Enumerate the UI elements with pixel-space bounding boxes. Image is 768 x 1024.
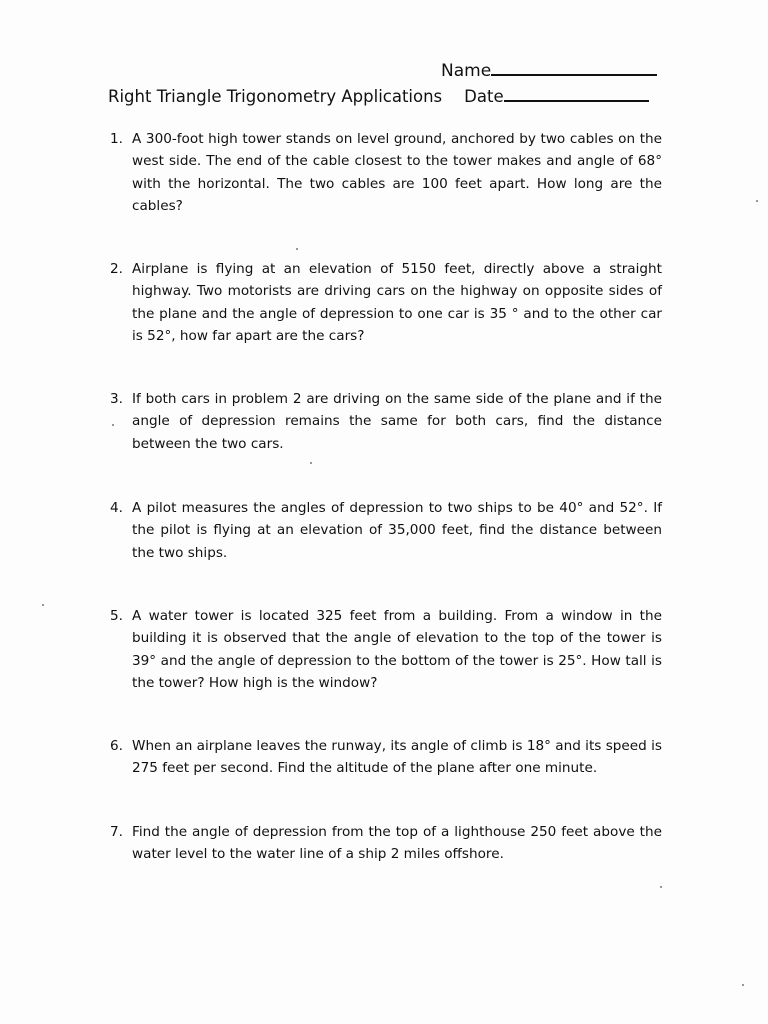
problem-item <box>110 258 662 348</box>
problem-text: Find the angle of depression from the top of a lighthouse 250 feet above the water level to the water line of a ship 2 miles offshore. <box>132 824 662 863</box>
problem-number: 7. <box>110 824 123 840</box>
scan-speck <box>310 462 312 464</box>
problem-item <box>110 388 662 455</box>
date-blank-line <box>504 86 649 102</box>
problem-item <box>110 128 662 218</box>
problem-item <box>110 735 662 780</box>
problem-text: A pilot measures the angles of depression to two ships to be 40° and 52°. If the pilot is flying at an elevation of 35,000 feet, find the distance between the two ships. <box>132 500 662 561</box>
scan-speck <box>660 886 662 888</box>
problem-text: Airplane is flying at an elevation of 5150 feet, directly above a straight highway. Two motorists are driving cars on the highway on opposite sides of the plane and the angle of depression to one car is 35 ° and to the other car is 52°, how far apart are the cars? <box>132 261 662 345</box>
scan-speck <box>742 984 744 986</box>
date-label: Date <box>464 87 504 106</box>
scan-speck <box>112 424 114 426</box>
problem-item <box>110 821 662 866</box>
name-blank-line <box>491 60 657 76</box>
scan-speck <box>756 200 758 202</box>
problem-text: A 300-foot high tower stands on level ground, anchored by two cables on the west side. The end of the cable closest to the tower makes and angle of 68° with the horizontal. The two cables are 100 feet apart. How long are the cables? <box>132 131 662 215</box>
problem-number: 5. <box>110 608 123 624</box>
problem-number: 1. <box>110 131 123 147</box>
problem-item <box>110 497 662 564</box>
problem-number: 6. <box>110 738 123 754</box>
title-row <box>108 86 649 106</box>
name-label: Name <box>441 61 492 81</box>
date-field <box>464 87 648 106</box>
scan-speck <box>296 248 298 250</box>
scan-speck <box>42 604 44 606</box>
problem-text: If both cars in problem 2 are driving on the same side of the plane and if the angle of depression remains the same for both cars, find the distance between the two cars. <box>132 391 662 452</box>
problem-item <box>110 605 662 695</box>
problem-number: 3. <box>110 391 123 407</box>
problem-text: When an airplane leaves the runway, its angle of climb is 18° and its speed is 275 feet per second. Find the altitude of the plane after one minute. <box>132 738 662 777</box>
problem-text: A water tower is located 325 feet from a building. From a window in the building it is observed that the angle of elevation to the top of the tower is 39° and the angle of depression to the bottom of the tower is 25°. How tall is the tower? How high is the window? <box>132 608 662 692</box>
problem-number: 2. <box>110 261 123 277</box>
problem-number: 4. <box>110 500 123 516</box>
page-title: Right Triangle Trigonometry Applications <box>108 87 443 106</box>
name-field <box>441 60 657 81</box>
